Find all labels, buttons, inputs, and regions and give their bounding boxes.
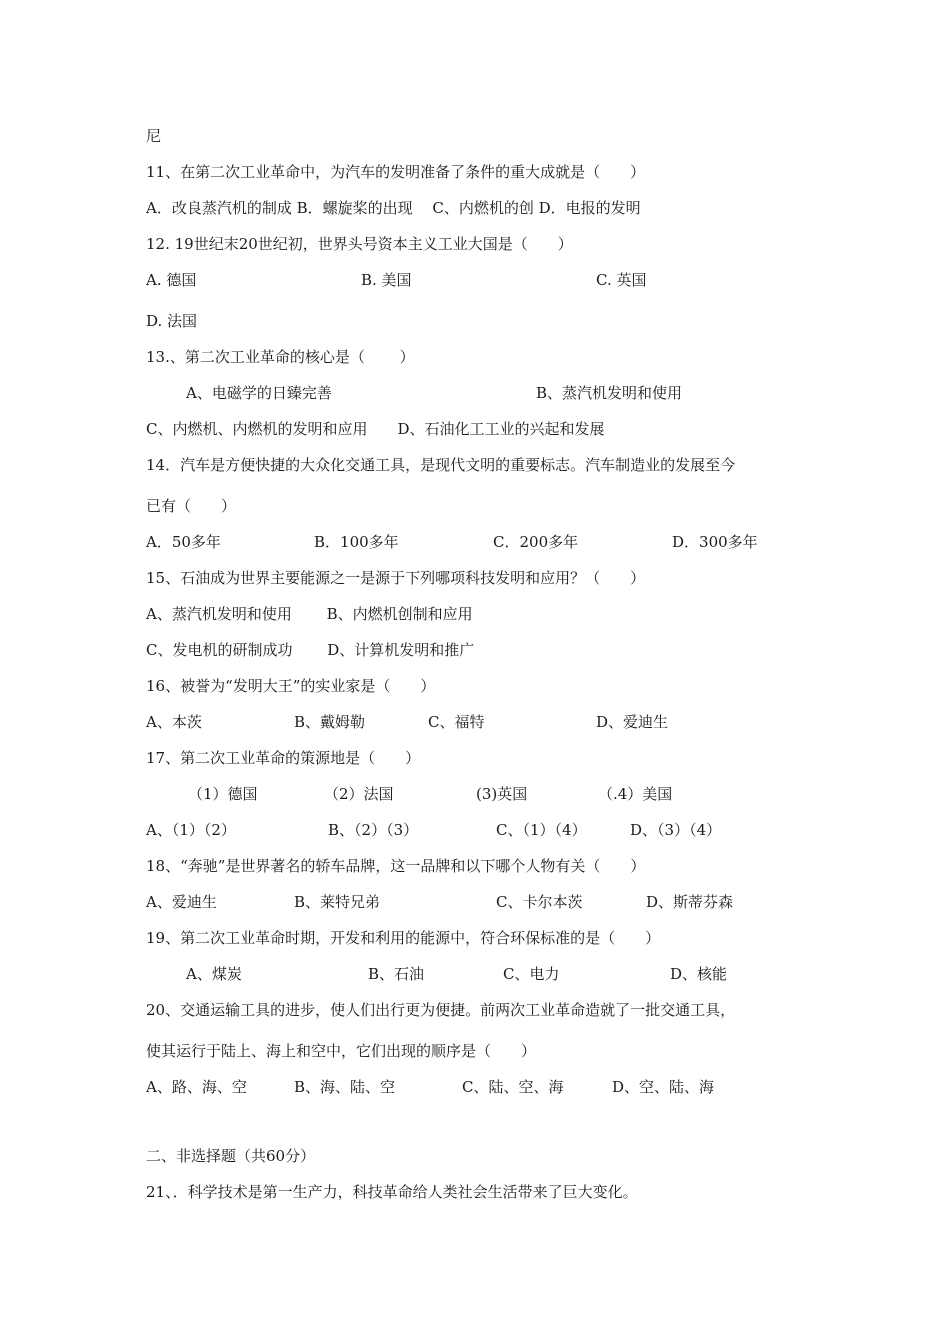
option-b: B、蒸汽机发明和使用 bbox=[536, 384, 683, 402]
choice-1: （1）德国 bbox=[188, 785, 258, 803]
question-13: 13.、第二次工业革命的核心是（ ） bbox=[146, 348, 415, 366]
section-heading: 二、非选择题（共60分） bbox=[146, 1147, 316, 1165]
option-d: D．300多年 bbox=[672, 533, 758, 551]
option-a: A. 德国 bbox=[146, 271, 197, 289]
option-c: C. 英国 bbox=[596, 271, 647, 289]
question-12: 12. 19世纪末20世纪初，世界头号资本主义工业大国是（ ） bbox=[146, 235, 573, 253]
option-c: C、电力 bbox=[503, 965, 560, 983]
option-a: A、（1）（2） bbox=[146, 821, 236, 839]
question-13-options-row1 bbox=[146, 383, 846, 403]
option-a: A、本茨 bbox=[146, 713, 202, 731]
option-a: A、爱迪生 bbox=[146, 893, 217, 911]
question-16: 16、被誉为“发明大王”的实业家是（ ） bbox=[146, 677, 436, 695]
option-c: C、（1）（4） bbox=[496, 821, 587, 839]
option-b: B、石油 bbox=[368, 965, 425, 983]
option-d: D、爱迪生 bbox=[596, 713, 669, 731]
question-19-options bbox=[146, 964, 846, 984]
option-d: D、空、陆、海 bbox=[612, 1078, 715, 1096]
question-15-options-row2: C、发电机的研制成功 D、计算机发明和推广 bbox=[146, 641, 475, 659]
option-a: A．50多年 bbox=[146, 533, 221, 551]
question-15: 15、石油成为世界主要能源之一是源于下列哪项科技发明和应用？（ ） bbox=[146, 569, 646, 587]
option-c: C、卡尔本茨 bbox=[496, 893, 583, 911]
option-b: B、海、陆、空 bbox=[294, 1078, 396, 1096]
option-b: B、（2）（3） bbox=[328, 821, 419, 839]
option-b: B. 美国 bbox=[361, 271, 412, 289]
question-20-options bbox=[146, 1077, 846, 1097]
option-d: D、核能 bbox=[670, 965, 728, 983]
question-19: 19、第二次工业革命时期，开发和利用的能源中，符合环保标准的是（ ） bbox=[146, 929, 661, 947]
question-13-options-row2: C、内燃机、内燃机的发明和应用 D、石油化工工业的兴起和发展 bbox=[146, 420, 605, 438]
question-11: 11、在第二次工业革命中，为汽车的发明准备了条件的重大成就是（ ） bbox=[146, 163, 646, 181]
question-14-options bbox=[146, 532, 846, 552]
question-18-options bbox=[146, 892, 846, 912]
option-c: C、福特 bbox=[428, 713, 485, 731]
question-14-cont: 已有（ ） bbox=[146, 497, 237, 515]
option-d: D、斯蒂芬森 bbox=[646, 893, 734, 911]
option-d: D. 法国 bbox=[146, 312, 198, 330]
question-17-options bbox=[146, 820, 846, 840]
question-18: 18、“奔驰”是世界著名的轿车品牌，这一品牌和以下哪个人物有关（ ） bbox=[146, 857, 646, 875]
question-20: 20、交通运输工具的进步，使人们出行更为便捷。前两次工业革命造就了一批交通工具， bbox=[146, 1001, 736, 1019]
option-b: B．100多年 bbox=[314, 533, 399, 551]
option-a: A、电磁学的日臻完善 bbox=[186, 384, 332, 402]
question-17-choices bbox=[146, 784, 846, 804]
question-21: 21、．科学技术是第一生产力，科技革命给人类社会生活带来了巨大变化。 bbox=[146, 1183, 638, 1201]
option-a: A、煤炭 bbox=[186, 965, 242, 983]
option-c: C．200多年 bbox=[493, 533, 579, 551]
option-d: D、（3）（4） bbox=[630, 821, 722, 839]
question-11-options: A．改良蒸汽机的制成 B．螺旋桨的出现 C、内燃机的创 D．电报的发明 bbox=[146, 199, 641, 217]
question-12-options bbox=[146, 270, 846, 290]
question-15-options-row1: A、蒸汽机发明和使用 B、内燃机创制和应用 bbox=[146, 605, 473, 623]
question-14: 14．汽车是方便快捷的大众化交通工具，是现代文明的重要标志。汽车制造业的发展至今 bbox=[146, 456, 736, 474]
choice-2: （2）法国 bbox=[324, 785, 394, 803]
option-b: B、莱特兄弟 bbox=[294, 893, 381, 911]
question-20-cont: 使其运行于陆上、海上和空中，它们出现的顺序是（ ） bbox=[146, 1042, 537, 1060]
question-17: 17、第二次工业革命的策源地是（ ） bbox=[146, 749, 421, 767]
text-line: 尼 bbox=[146, 127, 162, 145]
choice-3: (3)英国 bbox=[476, 785, 528, 803]
choice-4: （.4）美国 bbox=[598, 785, 673, 803]
option-c: C、陆、空、海 bbox=[462, 1078, 564, 1096]
option-b: B、戴姆勒 bbox=[294, 713, 366, 731]
option-a: A、路、海、空 bbox=[146, 1078, 247, 1096]
question-16-options bbox=[146, 712, 846, 732]
